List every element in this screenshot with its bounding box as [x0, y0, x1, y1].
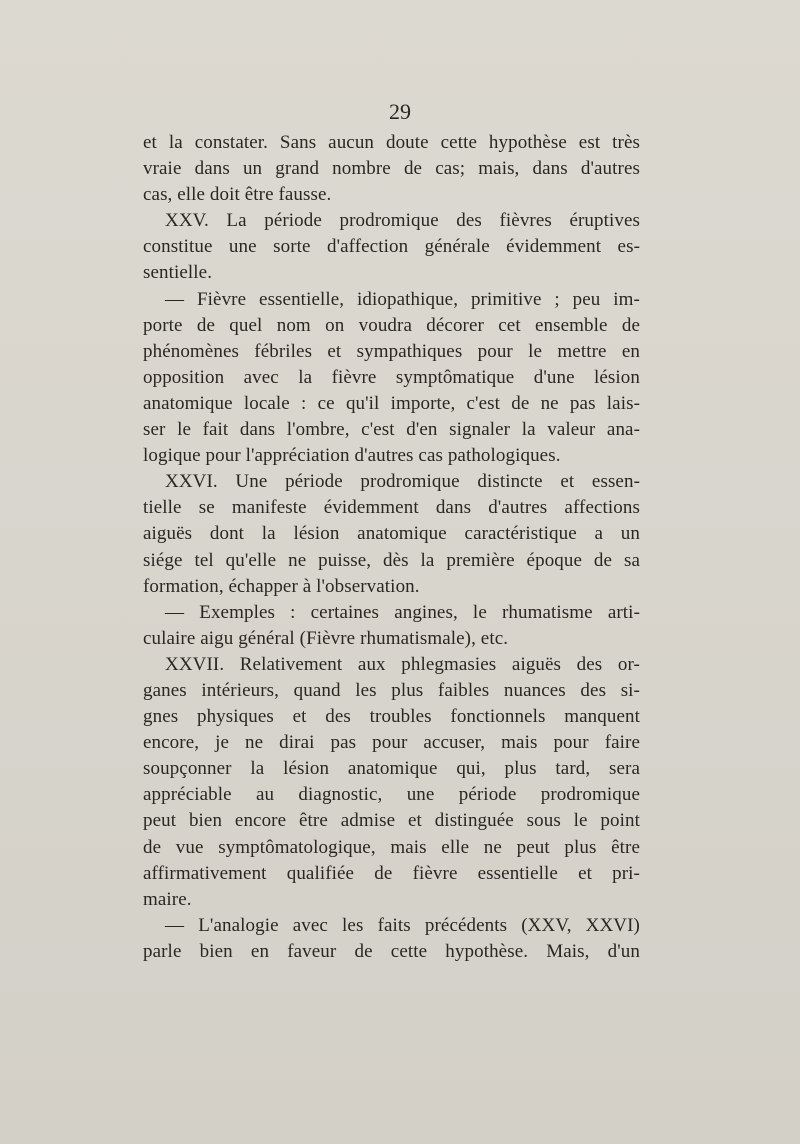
text-line: XXVI. Une période prodromique distincte et essen-: [165, 471, 640, 493]
text-line: tielle se manifeste évidemment dans d'autres affections: [143, 497, 640, 519]
text-line: soupçonner la lésion anatomique qui, plus tard, sera: [143, 758, 640, 780]
text-line: phénomènes fébriles et sympathiques pour le mettre en: [143, 340, 640, 362]
text-line: parle bien en faveur de cette hypothèse. Mais, d'un: [143, 940, 640, 962]
text-line: logique pour l'appréciation d'autres cas pathologiques.: [143, 445, 561, 467]
body-text: [143, 130, 640, 965]
text-line: ganes intérieurs, quand les plus faibles nuances des si-: [143, 679, 640, 701]
text-line: affirmativement qualifiée de fièvre essentielle et pri-: [143, 862, 640, 884]
text-line: appréciable au diagnostic, une période prodromique: [143, 784, 640, 806]
text-line: culaire aigu général (Fièvre rhumatismale), etc.: [143, 627, 509, 649]
text-line: XXVII. Relativement aux phlegmasies aiguës des or-: [165, 653, 640, 675]
text-line: cas, elle doit être fausse.: [143, 184, 332, 206]
text-line: formation, échapper à l'observation.: [143, 575, 420, 597]
text-line: vraie dans un grand nombre de cas; mais, dans d'autres: [143, 158, 640, 180]
text-line: peut bien encore être admise et distinguée sous le point: [143, 810, 640, 832]
text-line: XXV. La période prodromique des fièvres éruptives: [165, 210, 640, 232]
text-line: — L'analogie avec les faits précédents (XXV, XXVI): [165, 914, 640, 936]
text-line: gnes physiques et des troubles fonctionnels manquent: [143, 706, 640, 728]
text-line: porte de quel nom on voudra décorer cet ensemble de: [143, 314, 640, 336]
text-line: siége tel qu'elle ne puisse, dès la première époque de sa: [143, 549, 640, 571]
text-line: — Fièvre essentielle, idiopathique, primitive ; peu im-: [165, 288, 640, 310]
text-line: — Exemples : certaines angines, le rhumatisme arti-: [165, 601, 640, 623]
text-line: ser le fait dans l'ombre, c'est d'en signaler la valeur ana-: [143, 419, 640, 441]
text-line: sentielle.: [143, 262, 213, 284]
text-line: et la constater. Sans aucun doute cette hypothèse est très: [143, 132, 640, 153]
text-line: maire.: [143, 888, 192, 910]
text-line: anatomique locale : ce qu'il importe, c'est de ne pas lais-: [143, 392, 640, 414]
text-line: constitue une sorte d'affection générale évidemment es-: [143, 236, 640, 258]
text-line: de vue symptômatologique, mais elle ne peut plus être: [143, 836, 640, 858]
text-line: opposition avec la fièvre symptômatique d'une lésion: [143, 366, 640, 388]
page-number: 29: [389, 99, 411, 124]
text-line: encore, je ne dirai pas pour accuser, mais pour faire: [143, 732, 640, 754]
text-line: aiguës dont la lésion anatomique caractéristique a un: [143, 523, 640, 545]
